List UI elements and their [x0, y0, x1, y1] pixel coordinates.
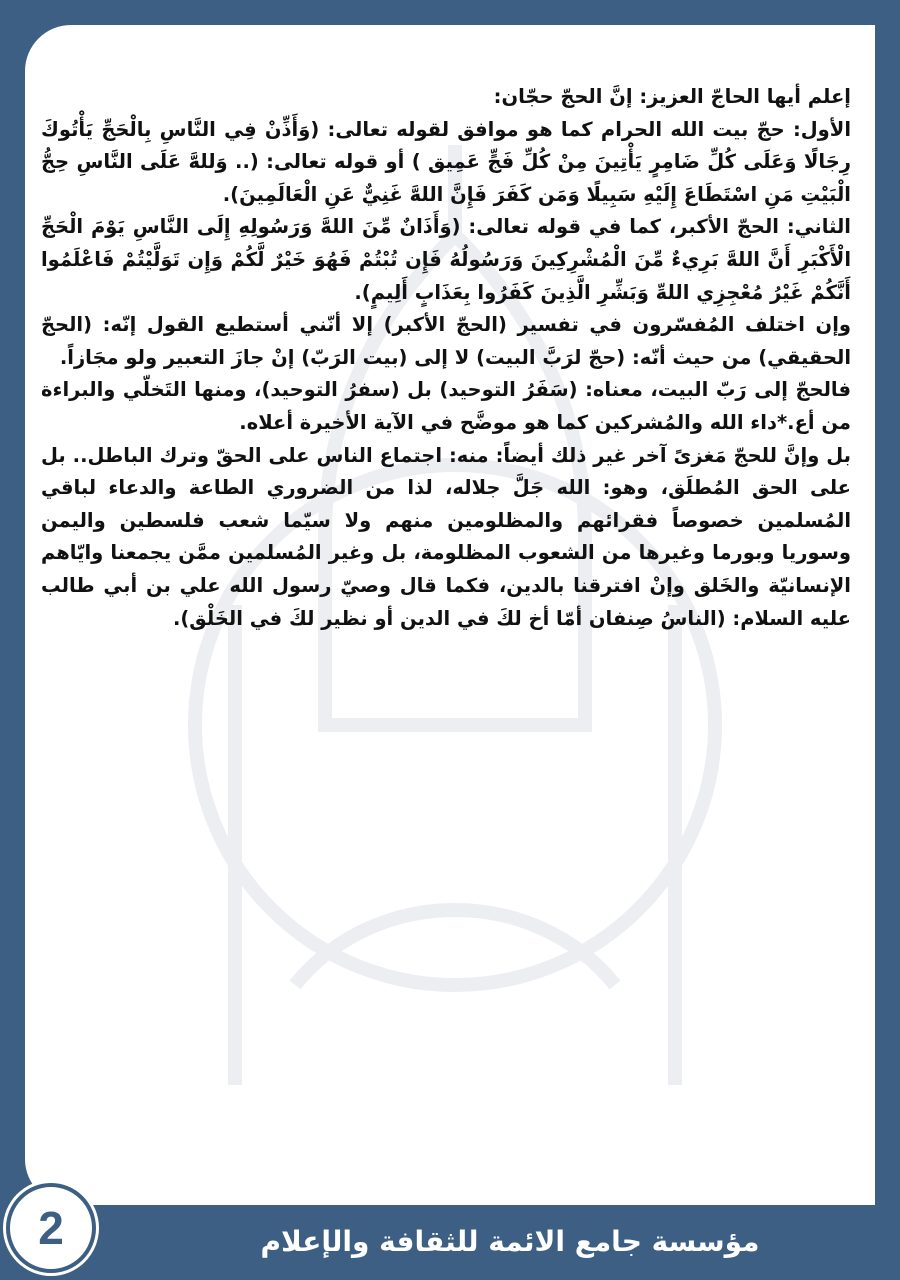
paragraph-first-hajj: الأول: حجّ بيت الله الحرام كما هو موافق لقوله تعالى: (وَأَذِّنْ فِي النَّاسِ بِالْحَجِّ يَأْتُوكَ رِجَالًا وَعَلَى كُلِّ ضَامِرٍ يَأْتِينَ مِنْ كُلِّ فَجٍّ عَمِيق ) أو قوله تعالى: (.. وَللهَّ عَلَى النَّاسِ حِجُّ الْبَيْتِ مَنِ اسْتَطَاعَ إِلَيْهِ سَبِيلًا وَمَن كَفَرَ فَإِنَّ اللهَّ غَنِيٌّ عَنِ الْعَالَمِينَ).	[41, 117, 851, 206]
footer-institution-name: مؤسسة جامع الائمة للثقافة والإعلام	[260, 1225, 760, 1258]
paragraph-journey: فالحجّ إلى رَبّ البيت، معناه: (سَفَرُ التوحيد) بل (سفرُ التوحيد)، ومنها التَخلّي والبراءة من أع.*داء الله والمُشركين كما هو موضَّح في الآية الأخيرة أعلاه.	[41, 378, 851, 434]
paragraph-interpretation: وإن اختلف المُفسّرون في تفسير (الحجّ الأكبر) إلا أنّني أستطيع القول إنّه: (الحجّ الحقيقي) من حيث أنّه: (حجّ لرَبَّ البيت) لا إلى (بيت الرَبّ) إنْ جازَ التعبير ولو مجَازاً.	[41, 313, 851, 369]
paragraph-meaning: بل وإنَّ للحجّ مَغزىً آخر غير ذلك أيضاً: منه: اجتماع الناس على الحقّ وترك الباطل.. بل على الحق المُطلَق، وهو: الله جَلَّ جلاله، لذا من الضروري الطاعة والدعاء لباقي المُسلمين خصوصاً فقرائهم والمظلومين منهم ولا سيّما شعب فلسطين واليمن وسوريا وبورما وغيرها من الشعوب المظلومة، بل وغير المُسلمين ممَّن يجمعنا وايّاهم الإنسانيّة والخَلق وإنْ افترقنا بالدين، فكما قال وصيّ رسول الله علي بن أبي طالب عليه السلام: (الناسُ صِنفان أمّا أخ لكَ في الدين أو نظير لكَ في الخَلْق).	[41, 443, 851, 630]
paragraph-second-hajj: الثاني: الحجّ الأكبر، كما في قوله تعالى: (وَأَذَانٌ مِّنَ اللهَّ وَرَسُولِهِ إِلَى النَّاسِ يَوْمَ الْحَجِّ الْأَكْبَرِ أَنَّ اللهَّ بَرِيءٌ مِّنَ الْمُشْرِكِينَ وَرَسُولُهُ فَإِن تُبْتُمْ فَهُوَ خَيْرٌ لَّكُمْ وَإِن تَوَلَّيْتُمْ فَاعْلَمُوا أَنَّكُمْ غَيْرُ مُعْجِزِي اللهِّ وَبَشِّرِ الَّذِينَ كَفَرُوا بِعَذَابٍ أَلِيمٍ).	[41, 215, 851, 304]
page-number-badge: 2	[6, 1183, 96, 1273]
paragraph-intro: إعلم أيها الحاجّ العزيز: إنَّ الحجّ حجّان:	[493, 85, 851, 108]
article-body	[41, 81, 851, 635]
document-page	[25, 25, 875, 1205]
